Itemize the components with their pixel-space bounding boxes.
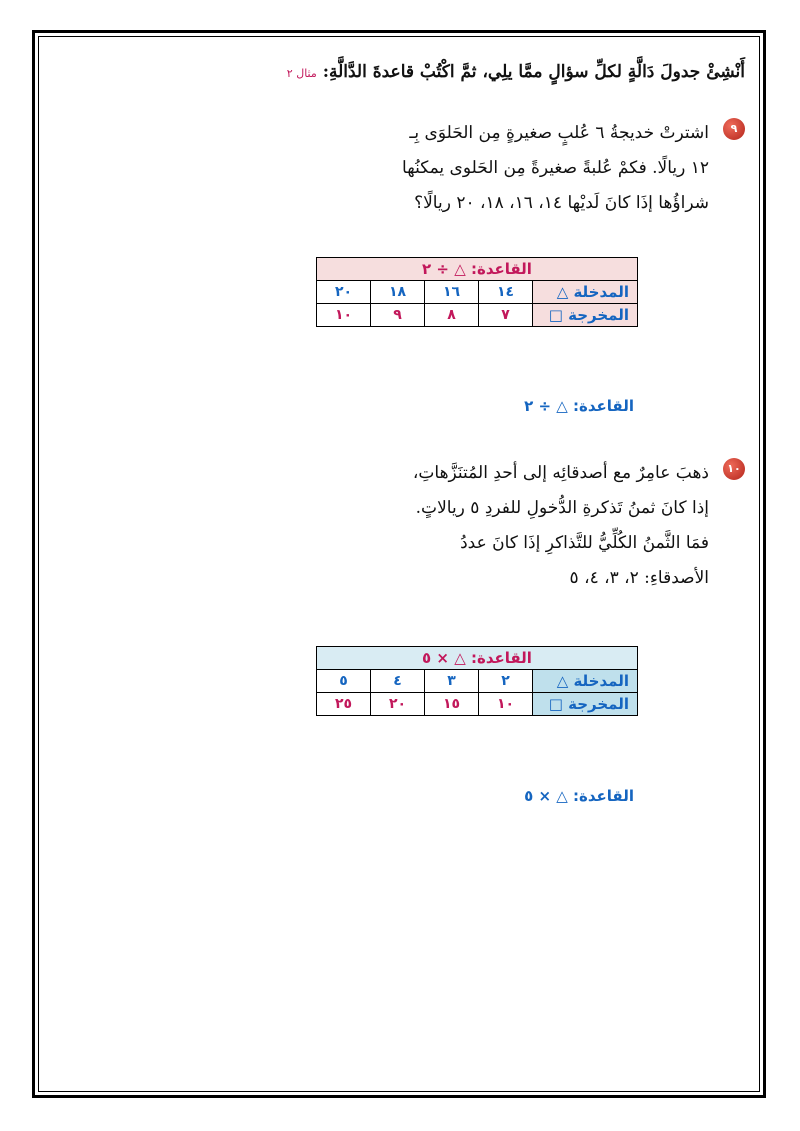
input-label: المدخلة △ (533, 281, 638, 304)
output-cell: ٨ (425, 304, 479, 327)
input-cell: ١٤ (479, 281, 533, 304)
question-text (185, 116, 709, 221)
input-cell: ٣ (425, 670, 479, 693)
question-line: فمَا الثَّمنُ الكُلِّيُّ للتَّذاكرِ إذَا كانَ عددُ (460, 533, 709, 553)
output-cell: ٢٥ (317, 693, 371, 716)
output-cell: ٧ (479, 304, 533, 327)
question-number-badge: ١٠ (723, 458, 745, 480)
question-line: إذا كانَ ثمنُ تَذكرةِ الدُّخولِ للفردِ ٥ ريالاتٍ. (415, 498, 709, 518)
output-cell: ٢٠ (371, 693, 425, 716)
instructions-heading (287, 62, 745, 82)
question-line: شراؤُها إذَا كانَ لَديْها ١٤، ١٦، ١٨، ٢٠ ريالًا؟ (414, 193, 709, 213)
example-reference: مثال ٢ (286, 67, 317, 80)
output-cell: ١٥ (425, 693, 479, 716)
output-label: المخرجة □ (533, 304, 638, 327)
input-cell: ١٦ (425, 281, 479, 304)
rule-answer-2: القاعدة: △ × ٥ (524, 787, 634, 805)
input-cell: ٢ (479, 670, 533, 693)
instructions-text: أَنْشِئْ جدولَ دَالَّةٍ لكلِّ سؤالٍ ممَّا يلِي، ثمَّ اكْتُبْ قاعدةَ الدَّالَّةِ: (322, 62, 745, 82)
rule-answer-1: القاعدة: △ ÷ ٢ (524, 397, 634, 415)
input-label: المدخلة △ (533, 670, 638, 693)
problem-9 (185, 116, 745, 221)
problem-10 (185, 456, 745, 596)
question-number-badge: ٩ (723, 118, 745, 140)
function-table-1 (316, 257, 638, 327)
question-line: الأصدقاءِ: ٢، ٣، ٤، ٥ (569, 568, 709, 588)
input-cell: ١٨ (371, 281, 425, 304)
output-cell: ١٠ (317, 304, 371, 327)
question-text (185, 456, 709, 596)
question-line: ذهبَ عامِرٌ مع أصدقائِه إلى أحدِ المُتنَزَّهاتِ، (412, 463, 709, 483)
input-cell: ٤ (371, 670, 425, 693)
rule-header: القاعدة: △ × ٥ (317, 647, 638, 670)
output-label: المخرجة □ (533, 693, 638, 716)
input-cell: ٢٠ (317, 281, 371, 304)
output-cell: ١٠ (479, 693, 533, 716)
output-cell: ٩ (371, 304, 425, 327)
function-table-2 (316, 646, 638, 716)
question-line: ١٢ ريالًا. فكمْ عُلبةً صغيرةً مِن الحَلوى يمكنُها (402, 158, 709, 178)
rule-header: القاعدة: △ ÷ ٢ (317, 258, 638, 281)
question-line: اشترتْ خديجةُ ٦ عُلبٍ صغيرةٍ مِن الحَلوَى بِـ (409, 123, 709, 143)
input-cell: ٥ (317, 670, 371, 693)
